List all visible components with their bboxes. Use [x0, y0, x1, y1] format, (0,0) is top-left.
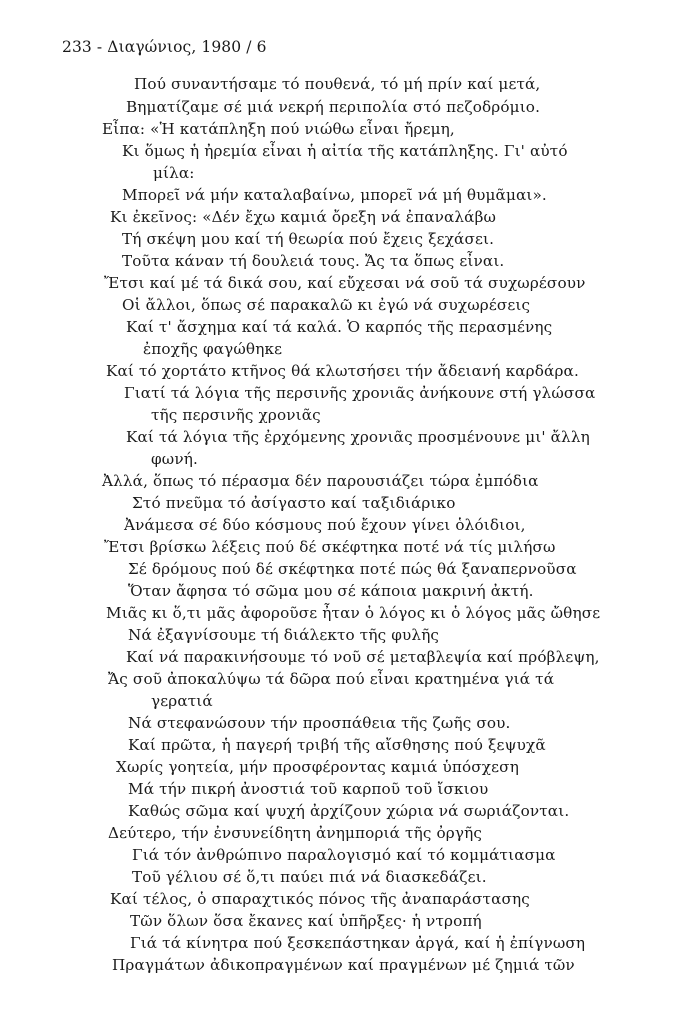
poem-line: Κι ἐκεῖνος: «Δέν ἔχω καμιά ὄρεξη νά ἐπαναλάβω [110, 208, 497, 226]
poem-line: Μιᾶς κι ὅ,τι μᾶς ἀφοροῦσε ἦταν ὁ λόγος κι ὁ λόγος μᾶς ὤθησε [106, 604, 601, 622]
poem-line: Πραγμάτων ἀδικοπραγμένων καί πραγμένων μέ ζημιά τῶν [112, 956, 575, 974]
poem-line: Οἱ ἄλλοι, ὅπως σέ παρακαλῶ κι ἐγώ νά συχωρέσεις [122, 296, 531, 314]
poem-line: γερατιά [151, 692, 213, 710]
poem-line: Τοῦ γέλιου σέ ὅ,τι παύει πιά νά διασκεδάζει. [132, 868, 487, 886]
poem-line: Μά τήν πικρή ἀνοστιά τοῦ καρποῦ τοῦ ἴσκιου [128, 780, 489, 798]
poem-line: Καί πρῶτα, ἡ παγερή τριβή τῆς αἴσθησης πού ξεψυχᾶ [128, 736, 546, 754]
poem-line: Γιά τόν ἀνθρώπινο παραλογισμό καί τό κομμάτιασμα [132, 846, 556, 864]
poem-line: Καί τ' ἄσχημα καί τά καλά. Ὁ καρπός τῆς περασμένης [126, 318, 553, 336]
poem-line: Καί τέλος, ὁ σπαραχτικός πόνος τῆς ἀναπαράστασης [110, 890, 530, 908]
poem-line: Βηματίζαμε σέ μιά νεκρή περιπολία στό πεζοδρόμιο. [126, 98, 541, 116]
poem-line: Καί νά παρακινήσουμε τό νοῦ σέ μεταβλεψία καί πρόβλεψη, [126, 648, 600, 666]
poem-line: Κι ὅμως ἡ ἠρεμία εἶναι ἡ αἰτία τῆς κατάπληξης. Γι' αὐτό [122, 142, 568, 160]
poem-line: Πού συναντήσαμε τό πουθενά, τό μή πρίν καί μετά, [134, 75, 541, 93]
poem-line: Σέ δρόμους πού δέ σκέφτηκα ποτέ πώς θά ξαναπερνοῦσα [128, 560, 577, 578]
poem-line: ἐποχῆς φαγώθηκε [143, 340, 283, 358]
poem-line: Ἄς σοῦ ἀποκαλύψω τά δῶρα πού εἶναι κρατημένα γιά τά [108, 670, 555, 688]
poem-line: Ἀνάμεσα σέ δύο κόσμους πού ἔχουν γίνει ὁλόιδιοι, [124, 516, 526, 534]
poem-line: Καθώς σῶμα καί ψυχή ἀρχίζουν χώρια νά σωριάζονται. [128, 802, 570, 820]
poem-line: Νά ἐξαγνίσουμε τή διάλεκτο τῆς φυλῆς [128, 626, 440, 644]
poem-line: Καί τά λόγια τῆς ἐρχόμενης χρονιᾶς προσμένουνε μι' ἄλλη [126, 428, 590, 446]
poem-line: Δεύτερο, τήν ἐνσυνείδητη ἀνημποριά τῆς ὀργῆς [108, 824, 482, 842]
poem-line: Τή σκέψη μου καί τή θεωρία πού ἔχεις ξεχάσει. [122, 230, 495, 248]
poem-line: Γιά τά κίνητρα πού ξεσκεπάστηκαν ἀργά, καί ἡ ἐπίγνωση [130, 934, 586, 952]
poem-line: Τῶν ὅλων ὅσα ἔκανες καί ὑπῆρξες· ἡ ντροπή [130, 912, 482, 930]
poem-line: Ἔτσι καί μέ τά δικά σου, καί εὔχεσαι νά σοῦ τά συχωρέσουν [104, 274, 586, 292]
poem-line: Εἶπα: «Ἡ κατάπληξη πού νιώθω εἶναι ἤρεμη, [102, 120, 455, 138]
poem-line: Μπορεῖ νά μήν καταλαβαίνω, μπορεῖ νά μή θυμᾶμαι». [122, 186, 547, 204]
poem-line: μίλα: [153, 164, 195, 182]
poem-line: Ἔτσι βρίσκω λέξεις πού δέ σκέφτηκα ποτέ νά τίς μιλήσω [104, 538, 556, 556]
poem-line: τῆς περσινῆς χρονιᾶς [151, 406, 321, 424]
poem-line: Νά στεφανώσουν τήν προσπάθεια τῆς ζωῆς σου. [128, 714, 511, 732]
poem-line: Καί τό χορτάτο κτῆνος θά κλωτσήσει τήν ἄδειανή καρδάρα. [106, 362, 579, 380]
poem-line: Στό πνεῦμα τό ἀσίγαστο καί ταξιδιάρικο [132, 494, 456, 512]
poem-line: φωνή. [151, 450, 198, 468]
poem-line: Χωρίς γοητεία, μήν προσφέροντας καμιά ὑπόσχεση [116, 758, 519, 776]
poem-line: Τοῦτα κάναν τή δουλειά τους. Ἄς τα ὅπως εἶναι. [122, 252, 505, 270]
poem-line: Ἀλλά, ὅπως τό πέρασμα δέν παρουσιάζει τώρα ἐμπόδια [102, 472, 539, 490]
poem-line: Ὅταν ἄφησα τό σῶμα μου σέ κάποια μακρινή ἀκτή. [128, 582, 534, 600]
running-head: 233 - Διαγώνιος, 1980 / 6 [62, 38, 267, 56]
poem-line: Γιατί τά λόγια τῆς περσινῆς χρονιᾶς ἀνήκουνε στή γλώσσα [124, 384, 596, 402]
